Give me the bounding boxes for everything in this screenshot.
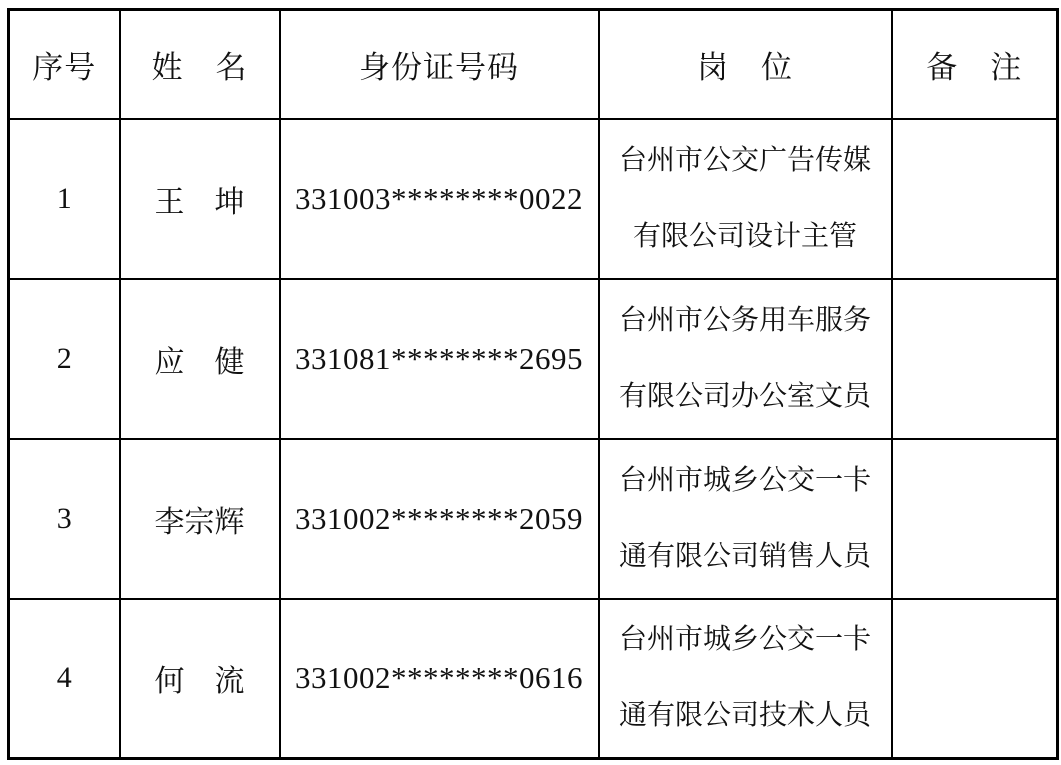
row-index-value: 4 <box>56 661 72 695</box>
id-number-value: 331002********0616 <box>295 660 583 696</box>
cell-index <box>9 439 120 599</box>
cell-remark <box>892 599 1058 759</box>
cell-position <box>599 279 892 439</box>
cell-position <box>599 119 892 279</box>
row-index-value: 3 <box>56 501 72 535</box>
row-index-value: 2 <box>56 341 72 375</box>
id-number-value: 331002********2059 <box>295 500 583 536</box>
cell-position <box>599 439 892 599</box>
table-row <box>9 279 1058 439</box>
cell-remark <box>892 279 1058 439</box>
person-name: 何 流 <box>154 665 245 699</box>
cell-id-number <box>280 279 599 439</box>
col-header-id-number-label: 身份证号码 <box>359 49 519 85</box>
personnel-table <box>7 8 1059 760</box>
position-line-1: 台州市城乡公交一卡 <box>618 624 871 656</box>
position-line-1: 台州市城乡公交一卡 <box>618 464 871 496</box>
person-name: 李宗辉 <box>154 505 245 539</box>
cell-name <box>120 439 280 599</box>
id-number-value: 331081********2695 <box>295 340 583 376</box>
col-header-remark <box>892 10 1058 119</box>
table-row <box>9 119 1058 279</box>
position-line-2: 通有限公司销售人员 <box>618 540 871 572</box>
cell-id-number <box>280 119 599 279</box>
cell-remark <box>892 119 1058 279</box>
cell-index <box>9 599 120 759</box>
cell-index <box>9 119 120 279</box>
table-row <box>9 439 1058 599</box>
position-line-1: 台州市公务用车服务 <box>618 304 871 336</box>
table-header-row <box>9 10 1058 119</box>
table-row <box>9 599 1058 759</box>
cell-index <box>9 279 120 439</box>
cell-id-number <box>280 439 599 599</box>
position-line-2: 有限公司设计主管 <box>632 220 857 252</box>
col-header-position <box>599 10 892 119</box>
id-number-value: 331003********0022 <box>295 180 583 216</box>
col-header-name <box>120 10 280 119</box>
cell-name <box>120 119 280 279</box>
cell-remark <box>892 439 1058 599</box>
position-line-2: 有限公司办公室文员 <box>618 380 871 412</box>
col-header-name-label: 姓 名 <box>151 49 248 85</box>
col-header-index-label: 序号 <box>32 49 97 85</box>
cell-name <box>120 279 280 439</box>
position-line-1: 台州市公交广告传媒 <box>618 144 871 176</box>
cell-name <box>120 599 280 759</box>
col-header-id-number <box>280 10 599 119</box>
cell-id-number <box>280 599 599 759</box>
position-line-2: 通有限公司技术人员 <box>618 700 871 732</box>
col-header-remark-label: 备 注 <box>926 49 1023 85</box>
row-index-value: 1 <box>56 181 72 215</box>
col-header-index <box>9 10 120 119</box>
cell-position <box>599 599 892 759</box>
person-name: 应 健 <box>154 345 245 379</box>
col-header-position-label: 岗 位 <box>697 49 793 85</box>
person-name: 王 坤 <box>154 185 245 219</box>
